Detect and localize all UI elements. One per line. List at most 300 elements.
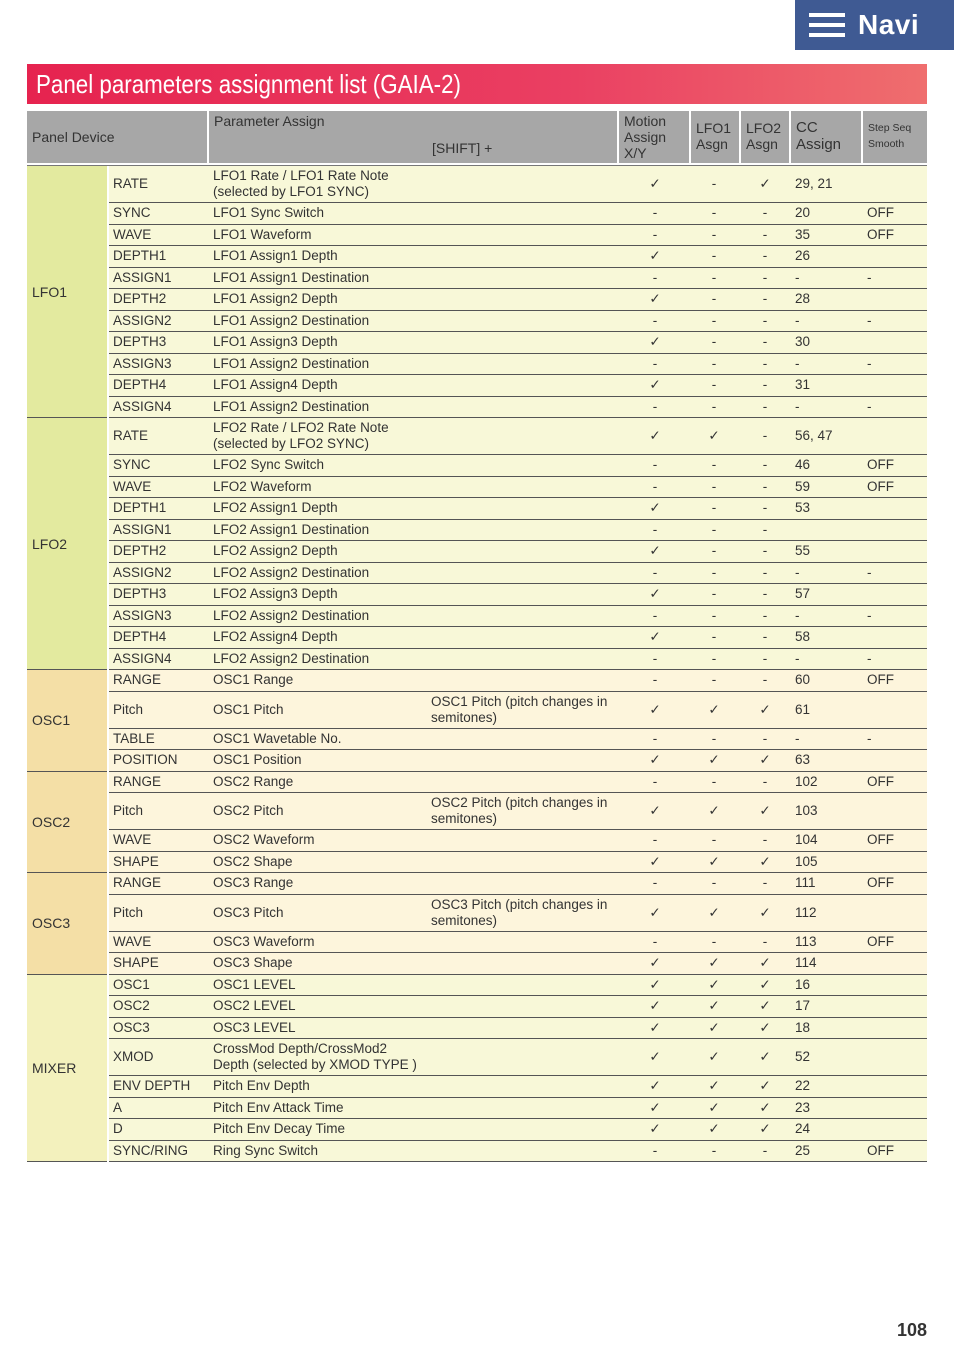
cell-lfo1: - (711, 832, 717, 848)
table-row (109, 852, 927, 874)
cell-param: OSC1 Range (213, 672, 294, 688)
cell-param: LFO1 Waveform (213, 226, 312, 242)
header-stepseq-line1: Step Seq (868, 122, 912, 134)
header-lfo2-line2: Asgn (746, 136, 778, 152)
cell-shift-param (431, 225, 621, 246)
cell-lfo1: ✓ (708, 955, 720, 971)
table-row (109, 455, 927, 477)
cell-cc: 63 (795, 752, 811, 768)
cell-stepseq: OFF (867, 875, 894, 891)
cell-shift-param (431, 996, 621, 1017)
cell-stepseq (867, 627, 917, 648)
cell-lfo1: - (711, 543, 717, 559)
cell-lfo1: - (711, 564, 717, 580)
cell-lfo1: - (711, 478, 717, 494)
cell-motion: ✓ (649, 904, 661, 920)
table-row (109, 268, 927, 290)
table-row (109, 606, 927, 628)
cell-device: SHAPE (113, 955, 159, 971)
cell-motion: - (652, 205, 658, 221)
cell-motion: - (652, 650, 658, 666)
cell-lfo2: - (762, 672, 768, 688)
cell-device: ASSIGN2 (113, 564, 172, 580)
cell-lfo2: ✓ (759, 955, 771, 971)
cell-param: LFO2 Assign2 Destination (213, 650, 370, 666)
cell-motion: ✓ (649, 1121, 661, 1137)
cell-shift-param (431, 975, 621, 996)
cell-cc: - (795, 398, 800, 414)
cell-shift-param (431, 375, 621, 396)
cell-shift-param (431, 729, 621, 750)
cell-stepseq (867, 1039, 917, 1075)
cell-device: ASSIGN4 (113, 398, 172, 414)
cell-lfo2: ✓ (759, 1121, 771, 1137)
cell-param: LFO1 Assign2 Destination (213, 398, 370, 414)
cell-stepseq (867, 541, 917, 562)
cell-cc: 55 (795, 543, 811, 559)
table-row (109, 830, 927, 852)
cell-device: DEPTH2 (113, 543, 167, 559)
cell-motion: ✓ (649, 629, 661, 645)
cell-lfo1: - (711, 291, 717, 307)
cell-cc: - (795, 564, 800, 580)
cell-device: SYNC/RING (113, 1142, 189, 1158)
table-row (109, 541, 927, 563)
table-row (109, 996, 927, 1018)
group-label: MIXER (27, 975, 107, 1163)
cell-lfo1: ✓ (708, 853, 720, 869)
table-row (109, 1098, 927, 1120)
table-row (109, 166, 927, 203)
cell-param: LFO2 Sync Switch (213, 457, 325, 473)
cell-param: LFO2 Assign3 Depth (213, 586, 338, 602)
header-motion-line2: Assign (624, 129, 667, 145)
group-label: LFO2 (27, 418, 107, 670)
cell-param: Pitch Env Attack Time (213, 1099, 344, 1115)
cell-param: LFO1 Assign1 Destination (213, 269, 370, 285)
cell-lfo1: ✓ (708, 1049, 720, 1064)
cell-motion: ✓ (649, 176, 661, 191)
cell-lfo1: - (711, 269, 717, 285)
cell-device: Pitch (113, 803, 144, 818)
cell-shift-param (431, 606, 621, 627)
header-motion-line1: Motion (624, 113, 667, 129)
cell-lfo1: - (711, 875, 717, 891)
table-row (109, 670, 927, 692)
cell-lfo1: - (711, 1142, 717, 1158)
cell-cc: - (795, 650, 800, 666)
cell-stepseq (867, 332, 917, 353)
cell-lfo1: - (711, 248, 717, 264)
cell-lfo1: - (711, 586, 717, 602)
cell-shift-param (431, 541, 621, 562)
cell-lfo2: - (762, 832, 768, 848)
table-row (109, 932, 927, 954)
cell-cc: - (795, 730, 800, 746)
cell-device: DEPTH1 (113, 500, 167, 516)
cell-device: DEPTH4 (113, 377, 167, 393)
group-label: OSC1 (27, 670, 107, 772)
page-title-text: Panel parameters assignment list (GAIA-2) (36, 69, 462, 99)
cell-shift-param (431, 289, 621, 310)
cell-lfo2: - (762, 312, 768, 328)
cell-shift-param (431, 563, 621, 584)
cell-lfo2: ✓ (759, 1049, 771, 1064)
cell-lfo1: - (711, 334, 717, 350)
cell-motion: ✓ (649, 803, 661, 818)
cell-stepseq (867, 520, 917, 541)
cell-device: OSC2 (113, 998, 150, 1014)
cell-cc: 22 (795, 1078, 811, 1094)
cell-shift-param (431, 418, 621, 454)
cell-cc: 16 (795, 976, 811, 992)
table-row (109, 772, 927, 794)
cell-param: LFO1 Assign2 Destination (213, 312, 370, 328)
cell-device: SHAPE (113, 853, 159, 869)
cell-cc: 18 (795, 1019, 811, 1035)
cell-lfo1: ✓ (708, 976, 720, 992)
cell-motion: - (652, 355, 658, 371)
cell-param: LFO1 Rate / LFO1 Rate Note (selected by LFO1 SYNC) (213, 168, 389, 199)
cell-stepseq (867, 793, 917, 829)
navi-label: Navi (858, 9, 920, 40)
cell-lfo1: ✓ (708, 428, 720, 443)
table-row (109, 354, 927, 376)
cell-lfo2: - (762, 248, 768, 264)
cell-lfo1: - (711, 377, 717, 393)
cell-device: RANGE (113, 875, 162, 891)
cell-device: Pitch (113, 701, 144, 717)
cell-lfo2: - (762, 355, 768, 371)
table-row (109, 311, 927, 333)
navi-button[interactable] (795, 0, 954, 50)
cell-stepseq (867, 375, 917, 396)
cell-motion: ✓ (649, 976, 661, 992)
cell-param: LFO1 Assign4 Depth (213, 377, 338, 393)
cell-device: RANGE (113, 773, 162, 789)
cell-stepseq: - (867, 730, 872, 746)
table-row (109, 418, 927, 455)
cell-shift-param (431, 1076, 621, 1097)
cell-motion: ✓ (649, 1049, 661, 1064)
cell-stepseq (867, 166, 917, 202)
cell-cc: 26 (795, 248, 811, 264)
cell-device: WAVE (113, 226, 152, 242)
table-row (109, 477, 927, 499)
cell-lfo1: - (711, 176, 717, 191)
cell-param: Pitch Env Depth (213, 1078, 310, 1094)
cell-motion: - (652, 521, 658, 537)
cell-stepseq: - (867, 269, 872, 285)
cell-param: LFO2 Assign2 Destination (213, 607, 370, 623)
cell-motion: ✓ (649, 500, 661, 516)
cell-lfo2: - (762, 875, 768, 891)
group-label: LFO1 (27, 166, 107, 418)
cell-shift-param (431, 1141, 621, 1162)
cell-motion: ✓ (649, 1099, 661, 1115)
cell-motion: ✓ (649, 752, 661, 768)
cell-device: D (113, 1121, 123, 1137)
header-lfo1-asgn (691, 111, 741, 163)
cell-shift-param (431, 670, 621, 691)
cell-param: LFO2 Assign1 Depth (213, 500, 338, 516)
cell-shift-param (431, 953, 621, 974)
table-row (109, 225, 927, 247)
cell-lfo2: - (762, 334, 768, 350)
cell-stepseq (867, 692, 917, 728)
cell-lfo2: - (762, 564, 768, 580)
cell-lfo2: ✓ (759, 176, 771, 191)
cell-param: LFO1 Assign2 Destination (213, 355, 370, 371)
cell-motion: ✓ (649, 998, 661, 1014)
cell-lfo2: - (762, 1142, 768, 1158)
cell-motion: - (652, 269, 658, 285)
cell-cc: 113 (795, 933, 817, 949)
cell-cc: - (795, 607, 800, 623)
cell-cc: 104 (795, 832, 818, 848)
header-motion-assign (619, 111, 689, 163)
cell-cc: - (795, 355, 800, 371)
cell-lfo1: - (711, 205, 717, 221)
cell-lfo2: ✓ (759, 853, 771, 869)
cell-shift-param (431, 830, 621, 851)
cell-motion: ✓ (649, 1019, 661, 1035)
cell-cc: 20 (795, 205, 811, 221)
cell-lfo2: - (762, 933, 768, 949)
cell-device: SYNC (113, 457, 151, 473)
cell-device: DEPTH2 (113, 291, 167, 307)
cell-device: TABLE (113, 730, 155, 746)
cell-lfo2: - (762, 629, 768, 645)
cell-lfo1: - (711, 398, 717, 414)
cell-shift-param (431, 852, 621, 873)
cell-device: WAVE (113, 478, 152, 494)
table-row (109, 953, 927, 975)
cell-stepseq (867, 750, 917, 771)
table-row (109, 397, 927, 419)
cell-lfo2: - (762, 291, 768, 307)
cell-param: OSC1 LEVEL (213, 976, 296, 992)
cell-param: OSC3 Waveform (213, 933, 315, 949)
cell-lfo1: ✓ (708, 904, 720, 920)
cell-lfo1: - (711, 607, 717, 623)
header-cc-assign (791, 111, 861, 163)
cell-lfo2: - (762, 500, 768, 516)
cell-shift-param (431, 397, 621, 418)
cell-stepseq: - (867, 650, 872, 666)
cell-param: Ring Sync Switch (213, 1142, 319, 1158)
header-lfo2-line1: LFO2 (746, 120, 782, 136)
table-row (109, 289, 927, 311)
cell-lfo2: - (762, 543, 768, 559)
cell-param: LFO2 Assign2 Depth (213, 543, 338, 559)
cell-motion: ✓ (649, 248, 661, 264)
page-number: 108 (896, 1320, 927, 1340)
cell-stepseq: - (867, 398, 872, 414)
cell-shift-param (431, 477, 621, 498)
cell-stepseq: OFF (867, 205, 894, 221)
cell-shift-param (431, 932, 621, 953)
table-row (109, 1018, 927, 1040)
cell-stepseq: OFF (867, 832, 894, 848)
cell-param: LFO1 Assign2 Depth (213, 291, 338, 307)
cell-param: OSC1 Pitch (213, 701, 284, 717)
table-row (109, 627, 927, 649)
cell-motion: - (652, 564, 658, 580)
cell-device: DEPTH3 (113, 586, 167, 602)
header-lfo1-line2: Asgn (696, 136, 728, 152)
cell-shift-param (431, 750, 621, 771)
cell-lfo2: - (762, 730, 768, 746)
cell-param: LFO2 Assign2 Destination (213, 564, 370, 580)
cell-stepseq (867, 584, 917, 605)
cell-stepseq (867, 953, 917, 974)
cell-lfo2: ✓ (759, 1078, 771, 1094)
cell-cc: 111 (795, 875, 816, 891)
cell-param: LFO2 Assign4 Depth (213, 629, 338, 645)
cell-stepseq: OFF (867, 226, 894, 242)
cell-lfo1: - (711, 521, 717, 537)
page-title (27, 64, 927, 104)
table-row (109, 1119, 927, 1141)
cell-cc: 103 (795, 803, 818, 818)
cell-stepseq: OFF (867, 1142, 894, 1158)
cell-lfo2: - (762, 428, 768, 443)
table-row (109, 1141, 927, 1163)
cell-motion: - (652, 773, 658, 789)
cell-device: ASSIGN3 (113, 355, 172, 371)
cell-cc: 25 (795, 1142, 811, 1158)
table-row (109, 1076, 927, 1098)
cell-lfo2: - (762, 377, 768, 393)
cell-shift-param (431, 246, 621, 267)
cell-device: ASSIGN2 (113, 312, 172, 328)
cell-param: OSC2 Waveform (213, 832, 315, 848)
cell-shift-param (431, 627, 621, 648)
cell-stepseq (867, 895, 917, 931)
header-stepseq-line2: Smooth (868, 138, 905, 150)
cell-cc: 28 (795, 291, 811, 307)
cell-device: ENV DEPTH (113, 1078, 191, 1094)
cell-param: OSC3 Range (213, 875, 294, 891)
cell-motion: ✓ (649, 543, 661, 559)
cell-param: LFO1 Assign1 Depth (213, 248, 338, 264)
cell-shift-param (431, 520, 621, 541)
cell-motion: - (652, 226, 658, 242)
cell-stepseq: - (867, 607, 872, 623)
cell-param: OSC2 LEVEL (213, 998, 296, 1014)
cell-lfo1: - (711, 312, 717, 328)
cell-lfo2: - (762, 650, 768, 666)
cell-device: RATE (113, 428, 149, 443)
cell-motion: ✓ (649, 334, 661, 350)
cell-cc (795, 520, 865, 541)
cell-device: WAVE (113, 832, 152, 848)
cell-device: RANGE (113, 672, 162, 688)
cell-cc: 105 (795, 853, 818, 869)
cell-cc: 52 (795, 1049, 811, 1064)
cell-stepseq (867, 1018, 917, 1039)
header-lfo2-asgn (741, 111, 791, 163)
cell-motion: - (652, 607, 658, 623)
table-row (109, 332, 927, 354)
cell-cc: 30 (795, 334, 811, 350)
cell-param: OSC2 Range (213, 773, 294, 789)
table-header (27, 111, 927, 163)
cell-cc: 112 (795, 904, 817, 920)
header-motion-line3: X/Y (624, 145, 647, 161)
cell-motion: ✓ (649, 701, 661, 717)
cell-lfo2: - (762, 398, 768, 414)
cell-lfo2: ✓ (759, 1019, 771, 1035)
table-row (109, 203, 927, 225)
cell-shift-param: OSC2 Pitch (pitch changes in semitones) (431, 795, 608, 826)
cell-shift-param (431, 1039, 621, 1075)
cell-shift-param (431, 1119, 621, 1140)
cell-lfo1: - (711, 226, 717, 242)
cell-cc: 57 (795, 586, 811, 602)
cell-shift-param (431, 268, 621, 289)
cell-cc: 61 (795, 701, 811, 717)
table-row (109, 563, 927, 585)
cell-param: OSC2 Shape (213, 853, 293, 869)
cell-lfo2: ✓ (759, 701, 771, 717)
cell-stepseq: - (867, 312, 872, 328)
cell-param: OSC1 Wavetable No. (213, 730, 342, 746)
cell-lfo1: - (711, 672, 717, 688)
header-cc-line2: Assign (796, 136, 842, 153)
cell-lfo2: - (762, 269, 768, 285)
cell-lfo1: ✓ (708, 1078, 720, 1094)
cell-lfo1: ✓ (708, 1121, 720, 1137)
cell-lfo1: - (711, 730, 717, 746)
cell-cc: 60 (795, 672, 811, 688)
cell-device: DEPTH3 (113, 334, 167, 350)
menu-icon (809, 10, 845, 40)
cell-shift-param (431, 1018, 621, 1039)
cell-lfo1: ✓ (708, 752, 720, 768)
cell-stepseq: OFF (867, 933, 894, 949)
cell-cc: 58 (795, 629, 811, 645)
cell-shift-param (431, 649, 621, 670)
header-stepseq-smooth (863, 111, 927, 163)
cell-device: RATE (113, 176, 149, 191)
cell-lfo1: - (711, 457, 717, 473)
table-row (109, 873, 927, 895)
cell-lfo2: - (762, 457, 768, 473)
cell-lfo1: - (711, 500, 717, 516)
group-label: OSC3 (27, 873, 107, 975)
cell-motion: - (652, 672, 658, 688)
table-row (109, 729, 927, 751)
cell-param: OSC3 Pitch (213, 904, 284, 920)
cell-stepseq (867, 498, 917, 519)
cell-shift-param (431, 354, 621, 375)
cell-stepseq: OFF (867, 672, 894, 688)
cell-lfo2: ✓ (759, 976, 771, 992)
cell-device: XMOD (113, 1049, 154, 1064)
table-row (109, 793, 927, 830)
cell-lfo1: ✓ (708, 1099, 720, 1115)
cell-cc: 56, 47 (795, 428, 833, 443)
cell-shift-param (431, 166, 621, 202)
cell-motion: - (652, 832, 658, 848)
cell-motion: ✓ (649, 291, 661, 307)
cell-cc: 24 (795, 1121, 811, 1137)
cell-stepseq (867, 1119, 917, 1140)
cell-motion: ✓ (649, 955, 661, 971)
cell-cc: 31 (795, 377, 811, 393)
